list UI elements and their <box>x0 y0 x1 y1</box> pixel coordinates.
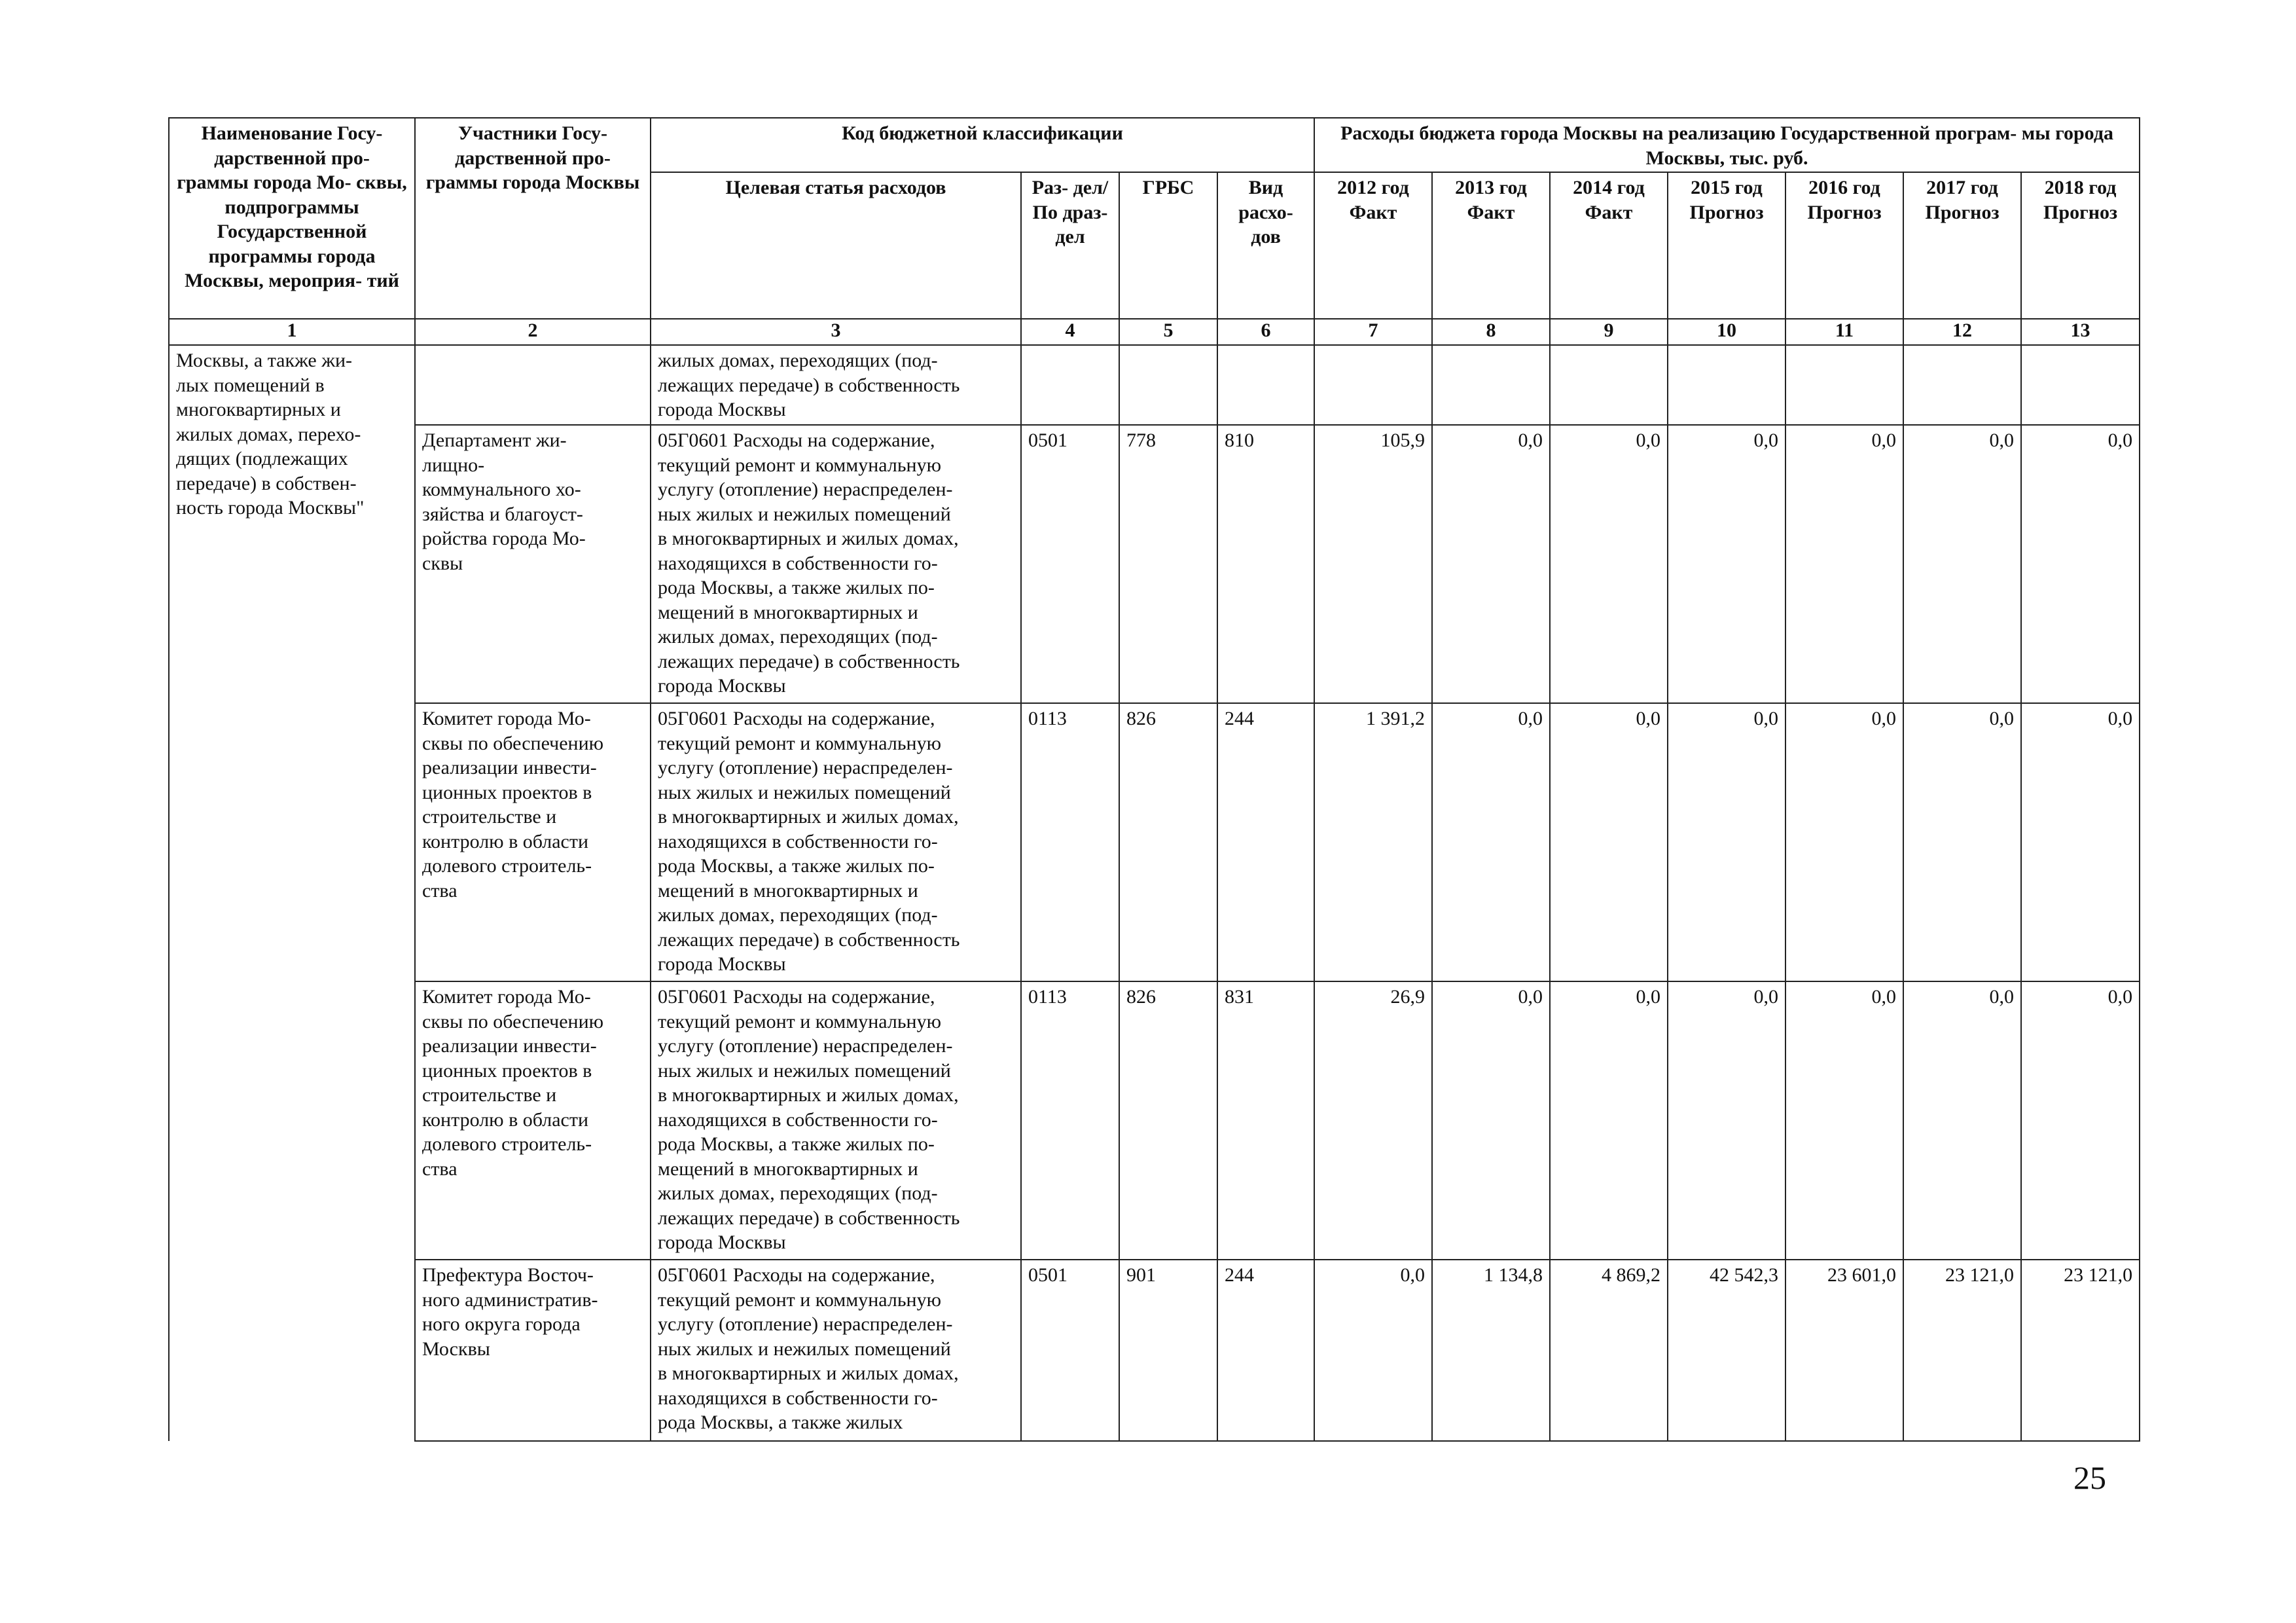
header-year-2012: 2012 год Факт <box>1314 172 1432 319</box>
participant-cell: Префектура Восточ- ного административ- ного округа города Москвы <box>415 1260 651 1441</box>
target-article-cell: 05Г0601 Расходы на содержание, текущий ремонт и коммунальную услугу (отопление) нераспределен- ных жилых и нежилых помещений в многоквартирных и жилых домах, находящихся в собственности го- рода Москвы, а также жилых <box>651 1260 1021 1441</box>
value-2016: 0,0 <box>1785 703 1903 981</box>
value-cell <box>1785 345 1903 425</box>
table-row <box>169 1260 2140 1441</box>
value-2012: 105,9 <box>1314 425 1432 703</box>
value-2016: 0,0 <box>1785 981 1903 1260</box>
value-2016: 23 601,0 <box>1785 1260 1903 1441</box>
value-2013: 1 134,8 <box>1432 1260 1550 1441</box>
value-2015: 42 542,3 <box>1668 1260 1785 1441</box>
table-row <box>169 981 2140 1260</box>
value-cell <box>1903 345 2021 425</box>
header-expense-type: Вид расхо- дов <box>1217 172 1314 319</box>
column-number: 7 <box>1314 319 1432 345</box>
target-article-cell: жилых домах, переходящих (под- лежащих передаче) в собственность города Москвы <box>651 345 1021 425</box>
value-2018: 23 121,0 <box>2021 1260 2140 1441</box>
participant-cell <box>415 345 651 425</box>
table-row <box>169 425 2140 703</box>
header-budget-code: Код бюджетной классификации <box>651 118 1314 172</box>
participant-cell: Комитет города Мо- сквы по обеспечению реализации инвести- ционных проектов в строительстве и контролю в области долевого строитель- ства <box>415 981 651 1260</box>
section-cell: 0113 <box>1021 703 1119 981</box>
value-2017: 0,0 <box>1903 703 2021 981</box>
column-number: 12 <box>1903 319 2021 345</box>
target-article-cell: 05Г0601 Расходы на содержание, текущий ремонт и коммунальную услугу (отопление) нераспределен- ных жилых и нежилых помещений в многоквартирных и жилых домах, находящихся в собственности го- рода Москвы, а также жилых по- мещений в многоквартирных и жилых домах, переходящих (под- лежащих передаче) в собственность города Москвы <box>651 703 1021 981</box>
expense-type-cell: 244 <box>1217 703 1314 981</box>
expense-type-cell: 810 <box>1217 425 1314 703</box>
participant-cell: Департамент жи- лищно- коммунального хо- зяйства и благоуст- ройства города Мо- сквы <box>415 425 651 703</box>
table-row <box>169 345 2140 425</box>
grbs-cell: 826 <box>1119 981 1217 1260</box>
table-row <box>169 703 2140 981</box>
column-number: 8 <box>1432 319 1550 345</box>
value-2014: 0,0 <box>1550 703 1668 981</box>
value-cell <box>1550 345 1668 425</box>
header-program-name: Наименование Госу- дарственной про- граммы города Мо- сквы, подпрограммы Государственной программы города Москвы, мероприя- тий <box>169 118 415 319</box>
section-cell: 0501 <box>1021 425 1119 703</box>
header-year-2018: 2018 год Прогноз <box>2021 172 2140 319</box>
grbs-cell <box>1119 345 1217 425</box>
target-article-cell: 05Г0601 Расходы на содержание, текущий ремонт и коммунальную услугу (отопление) нераспределен- ных жилых и нежилых помещений в многоквартирных и жилых домах, находящихся в собственности го- рода Москвы, а также жилых по- мещений в многоквартирных и жилых домах, переходящих (под- лежащих передаче) в собственность города Москвы <box>651 425 1021 703</box>
header-year-2014: 2014 год Факт <box>1550 172 1668 319</box>
value-cell <box>1668 345 1785 425</box>
program-name-cell: Москвы, а также жи- лых помещений в многоквартирных и жилых домах, перехо- дящих (подлежащих передаче) в собствен- ность города Москвы" <box>169 345 415 1441</box>
grbs-cell: 826 <box>1119 703 1217 981</box>
value-2017: 23 121,0 <box>1903 1260 2021 1441</box>
header-section: Раз- дел/По драз- дел <box>1021 172 1119 319</box>
value-2015: 0,0 <box>1668 425 1785 703</box>
value-2015: 0,0 <box>1668 981 1785 1260</box>
column-number: 6 <box>1217 319 1314 345</box>
header-year-2015: 2015 год Прогноз <box>1668 172 1785 319</box>
value-2012: 26,9 <box>1314 981 1432 1260</box>
expense-type-cell <box>1217 345 1314 425</box>
value-2017: 0,0 <box>1903 981 2021 1260</box>
participant-cell: Комитет города Мо- сквы по обеспечению реализации инвести- ционных проектов в строительстве и контролю в области долевого строитель- ства <box>415 703 651 981</box>
value-2012: 0,0 <box>1314 1260 1432 1441</box>
value-2014: 4 869,2 <box>1550 1260 1668 1441</box>
value-cell <box>1432 345 1550 425</box>
value-2013: 0,0 <box>1432 981 1550 1260</box>
header-year-2016: 2016 год Прогноз <box>1785 172 1903 319</box>
section-cell: 0113 <box>1021 981 1119 1260</box>
value-2018: 0,0 <box>2021 981 2140 1260</box>
grbs-cell: 901 <box>1119 1260 1217 1441</box>
section-cell <box>1021 345 1119 425</box>
value-cell <box>1314 345 1432 425</box>
header-participants: Участники Госу- дарственной про- граммы города Москвы <box>415 118 651 319</box>
column-number: 3 <box>651 319 1021 345</box>
value-2012: 1 391,2 <box>1314 703 1432 981</box>
column-number: 11 <box>1785 319 1903 345</box>
column-number: 13 <box>2021 319 2140 345</box>
section-cell: 0501 <box>1021 1260 1119 1441</box>
header-target-article: Целевая статья расходов <box>651 172 1021 319</box>
value-cell <box>2021 345 2140 425</box>
expense-type-cell: 831 <box>1217 981 1314 1260</box>
header-grbs: ГРБС <box>1119 172 1217 319</box>
header-year-2013: 2013 год Факт <box>1432 172 1550 319</box>
column-number: 10 <box>1668 319 1785 345</box>
value-2015: 0,0 <box>1668 703 1785 981</box>
column-number-row <box>169 319 2140 345</box>
budget-table <box>168 117 2140 1442</box>
value-2017: 0,0 <box>1903 425 2021 703</box>
value-2013: 0,0 <box>1432 703 1550 981</box>
grbs-cell: 778 <box>1119 425 1217 703</box>
column-number: 1 <box>169 319 415 345</box>
column-number: 2 <box>415 319 651 345</box>
value-2013: 0,0 <box>1432 425 1550 703</box>
expense-type-cell: 244 <box>1217 1260 1314 1441</box>
column-number: 5 <box>1119 319 1217 345</box>
column-number: 9 <box>1550 319 1668 345</box>
page-number: 25 <box>2073 1459 2106 1496</box>
value-2018: 0,0 <box>2021 425 2140 703</box>
column-number: 4 <box>1021 319 1119 345</box>
header-year-2017: 2017 год Прогноз <box>1903 172 2021 319</box>
target-article-cell: 05Г0601 Расходы на содержание, текущий ремонт и коммунальную услугу (отопление) нераспределен- ных жилых и нежилых помещений в многоквартирных и жилых домах, находящихся в собственности го- рода Москвы, а также жилых по- мещений в многоквартирных и жилых домах, переходящих (под- лежащих передаче) в собственность города Москвы <box>651 981 1021 1260</box>
value-2016: 0,0 <box>1785 425 1903 703</box>
header-expenses: Расходы бюджета города Москвы на реализацию Государственной програм- мы города Москвы, тыс. руб. <box>1314 118 2140 172</box>
value-2014: 0,0 <box>1550 981 1668 1260</box>
value-2014: 0,0 <box>1550 425 1668 703</box>
value-2018: 0,0 <box>2021 703 2140 981</box>
